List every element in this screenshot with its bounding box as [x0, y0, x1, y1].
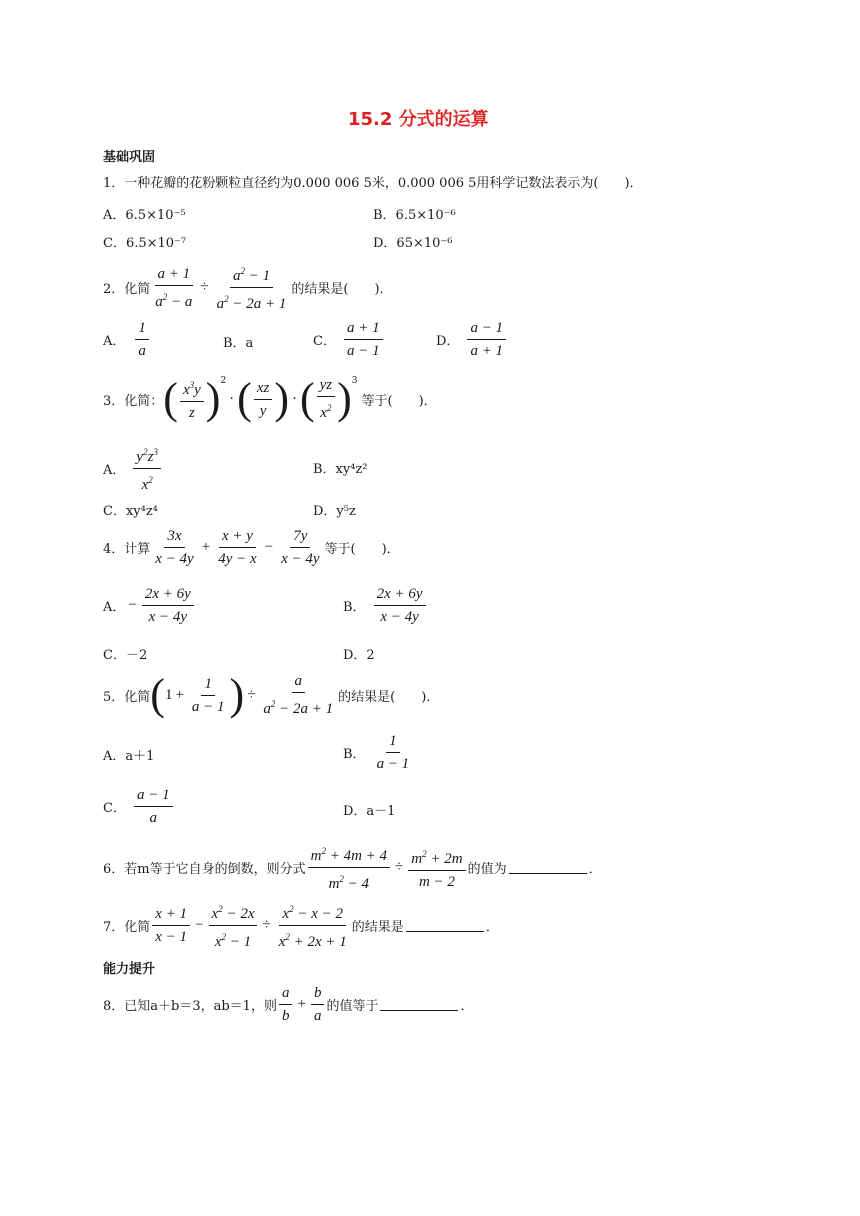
q2-fraction-1: $\frac{a + 1}{a^2 - a}$: [155, 265, 193, 310]
question-7: 7．化简 $\frac{x + 1}{x - 1}$ − $\frac{x^2 - 2x}{x^2 - 1}$ ÷ $\frac{x^2 - x - 2}{x^2 + 2x + 1}$ 的结果是 ．: [103, 900, 499, 951]
q5-option-c: C． $\frac{a - 1}{a}$: [103, 786, 175, 827]
question-6: 6．若m等于它自身的倒数，则分式 $\frac{m^2 + 4m + 4}{m^2 - 4}$ ÷ $\frac{m^2 + 2m}{m - 2}$ 的值为 ．: [103, 842, 602, 893]
q1-option-d: D．65×10⁻⁶: [373, 236, 453, 251]
question-3: 3．化简： ( $\frac{x^3y}{z}$ ) $^2$ · ( $\frac{xz}{y}$ ) · ( $\frac{yz}{x^2}$ ) $^3$ 等于( )．: [103, 374, 437, 423]
q4-option-a: A． − $\frac{2x + 6y}{x - 4y}$: [103, 585, 196, 626]
q8-suffix: 的值等于: [326, 999, 379, 1014]
q2-option-c: C． $\frac{a + 1}{a - 1}$: [313, 319, 385, 360]
q2-option-b: B．a: [223, 336, 254, 351]
question-2: 2．化简 $\frac{a + 1}{a^2 - a}$ ÷ $\frac{a^2 - 1}{a^2 - 2a + 1}$ 的结果是( )．: [103, 262, 393, 313]
q2-option-d: D． $\frac{a - 1}{a + 1}$: [436, 319, 508, 360]
q1-option-c: C．6.5×10⁻⁷: [103, 236, 187, 251]
q3-option-d: D．y⁵z: [313, 504, 356, 519]
q6-suffix: 的值为: [467, 862, 507, 877]
q3-option-b: B．xy⁴z²: [313, 462, 368, 477]
q3-option-c: C．xy⁴z⁴: [103, 504, 158, 519]
q5-option-d: D．a－1: [343, 804, 396, 819]
question-5: 5．化简 ( 1 + $\frac{1}{a - 1}$ ) ÷ $\frac{a}{a^2 - 2a + 1}$ 的结果是( )．: [103, 670, 440, 719]
q7-suffix: 的结果是: [351, 920, 404, 935]
section-heading-advanced: 能力提升: [103, 962, 156, 977]
q3-prefix: 3．化简：: [103, 393, 164, 409]
q6-answer-blank[interactable]: [509, 861, 587, 874]
q4-option-c: C．－2: [103, 648, 148, 663]
q1-option-b: B．6.5×10⁻⁶: [373, 208, 456, 223]
q1-option-a: A．6.5×10⁻⁵: [103, 208, 186, 223]
q4-prefix: 4．计算: [103, 542, 151, 557]
q2-option-a: A． $\frac{1}{a}$: [103, 319, 151, 360]
q2-prefix: 2．化简: [103, 282, 151, 297]
q3-suffix: 等于( )．: [361, 393, 437, 409]
q5-prefix: 5．化简: [103, 689, 151, 705]
question-8: 8．已知a＋b＝3，ab＝1，则 $\frac{a}{b}$ + $\frac{b}{a}$ 的值等于 ．: [103, 985, 474, 1024]
q4-suffix: 等于( )．: [324, 542, 400, 557]
q5-option-a: A．a＋1: [103, 749, 155, 764]
q2-suffix: 的结果是( )．: [291, 282, 393, 297]
q6-prefix: 6．若m等于它自身的倒数，则分式: [103, 862, 306, 877]
q5-option-b: B． $\frac{1}{a - 1}$: [343, 733, 410, 772]
question-1: 1．一种花瓣的花粉颗粒直径约为0.000 006 5米，0.000 006 5用科学记数法表示为( )．: [103, 176, 643, 191]
q7-answer-blank[interactable]: [406, 919, 484, 932]
page-title: 15.2 分式的运算: [348, 109, 489, 130]
question-4: 4．计算 $\frac{3x}{x - 4y}$ + $\frac{x + y}{4y - x}$ − $\frac{7y}{x - 4y}$ 等于( )．: [103, 528, 400, 567]
q5-suffix: 的结果是( )．: [338, 689, 440, 705]
section-heading-basic: 基础巩固: [103, 150, 156, 165]
q3-option-a: A． $\frac{y^2z^3}{x^2}$: [103, 443, 163, 494]
q4-option-b: B． $\frac{2x + 6y}{x - 4y}$: [343, 585, 428, 626]
q4-option-d: D．2: [343, 648, 375, 663]
q8-answer-blank[interactable]: [380, 998, 458, 1011]
q2-fraction-2: $\frac{a^2 - 1}{a^2 - 2a + 1}$: [214, 262, 290, 313]
q7-prefix: 7．化简: [103, 920, 151, 935]
q8-prefix: 8．已知a＋b＝3，ab＝1，则: [103, 999, 277, 1014]
